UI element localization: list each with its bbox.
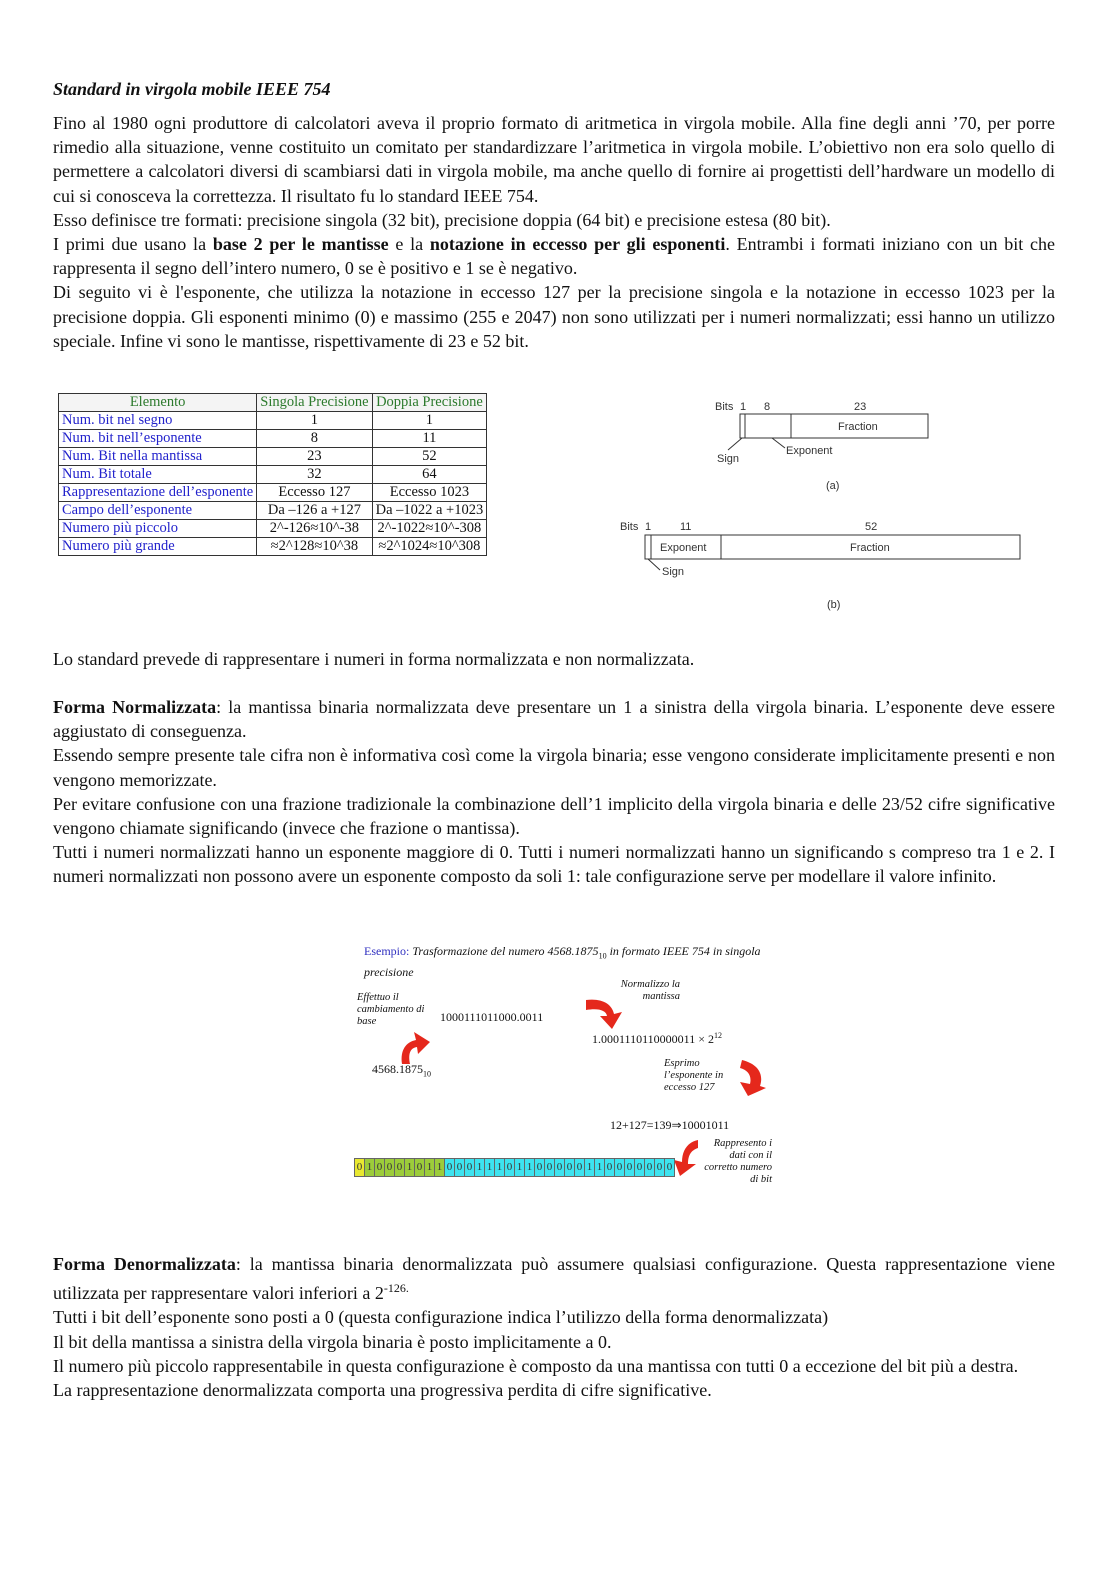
table-row bbox=[59, 430, 487, 448]
bit-cell: 0 bbox=[605, 1158, 615, 1177]
bit-cell: 0 bbox=[565, 1158, 575, 1177]
denormalized-section bbox=[53, 1252, 1055, 1402]
table-cell: ≈2^128≈10^38 bbox=[257, 538, 372, 556]
bits-count: 8 bbox=[764, 401, 771, 413]
paragraph: Esso definisce tre formati: precisione singola (32 bit), precisione doppia (64 bit) e precisione estesa (80 bit). bbox=[53, 209, 831, 230]
text: 4568.1875 bbox=[372, 1062, 423, 1076]
example-figure bbox=[352, 938, 772, 1193]
bit-cell: 0 bbox=[625, 1158, 635, 1177]
bits-count: 1 bbox=[740, 401, 747, 413]
example-title bbox=[364, 943, 764, 980]
bit-cell: 0 bbox=[555, 1158, 565, 1177]
row-label: Campo dell’esponente bbox=[59, 502, 257, 520]
curved-arrow-icon bbox=[584, 996, 624, 1030]
paragraph bbox=[53, 1252, 1055, 1305]
excess-value: 12+127=139⇒10001011 bbox=[610, 1118, 730, 1132]
bit-cell: 0 bbox=[445, 1158, 455, 1177]
row-label: Num. Bit totale bbox=[59, 466, 257, 484]
table-row bbox=[59, 520, 487, 538]
step-label: Rappresento i dati con il corretto numero di bit bbox=[704, 1138, 772, 1185]
bit-cell: 1 bbox=[485, 1158, 495, 1177]
intro-text bbox=[53, 111, 1055, 353]
sign-label: Sign bbox=[662, 566, 685, 578]
paragraph: Tutti i numeri normalizzati hanno un esponente maggiore di 0. Tutti i numeri normalizzati hanno un significando s compreso tra 1 e 2. I numeri normalizzati non possono avere un esponente composto da soli 1: tale configurazione serve per modellare il valore infinito. bbox=[53, 842, 1055, 887]
exponent-field bbox=[745, 414, 791, 438]
table-cell: 8 bbox=[257, 430, 372, 448]
column-header: Elemento bbox=[59, 394, 257, 412]
text: Trasformazione del numero 4568.1875 bbox=[409, 944, 599, 958]
column-header: Singola Precisione bbox=[257, 394, 372, 412]
text: . Entrambi i formati iniziano con un bit che rappresenta il segno dell’intero numero, 0 se è positivo e 1 se è negativo. bbox=[53, 234, 1055, 279]
bit-cell: 1 bbox=[435, 1158, 445, 1177]
text: I primi due usano la bbox=[53, 234, 213, 255]
row-label: Num. bit nell’esponente bbox=[59, 430, 257, 448]
bit-cell: 0 bbox=[535, 1158, 545, 1177]
table-cell: Eccesso 127 bbox=[257, 484, 372, 502]
bit-cell: 1 bbox=[495, 1158, 505, 1177]
bit-cell: 1 bbox=[515, 1158, 525, 1177]
paragraph bbox=[53, 232, 1055, 280]
table-cell: Da –126 a +127 bbox=[257, 502, 372, 520]
sign-label: Sign bbox=[717, 453, 740, 465]
table-cell: Da –1022 a +1023 bbox=[372, 502, 487, 520]
fraction-label: Fraction bbox=[838, 421, 878, 433]
step-label: Esprimo l’esponente in eccesso 127 bbox=[664, 1058, 724, 1093]
precision-table bbox=[58, 393, 487, 556]
caption: (a) bbox=[826, 480, 840, 492]
bits-label: Bits bbox=[715, 401, 734, 413]
text: : la mantissa binaria normalizzata deve presentare un 1 a sinistra della virgola binaria. L’esponente deve essere aggiustato di conseguenza. bbox=[53, 697, 1055, 742]
bits-count: 52 bbox=[865, 521, 878, 533]
format-diagram bbox=[600, 392, 1040, 617]
table-cell: 2^-126≈10^-38 bbox=[257, 520, 372, 538]
row-label: Rappresentazione dell’esponente bbox=[59, 484, 257, 502]
bits-count: 23 bbox=[854, 401, 867, 413]
bit-cell: 0 bbox=[615, 1158, 625, 1177]
table-cell: 1 bbox=[257, 412, 372, 430]
row-label: Num. Bit nella mantissa bbox=[59, 448, 257, 466]
sign-field bbox=[645, 535, 651, 559]
bit-cell: 1 bbox=[475, 1158, 485, 1177]
text: : la mantissa binaria denormalizzata può assumere qualsiasi configurazione. Questa rappresentazione viene utilizzata per rappresentare valori inferiori a 2 bbox=[53, 1254, 1055, 1304]
bit-cell: 0 bbox=[415, 1158, 425, 1177]
text: 10 bbox=[423, 1069, 431, 1079]
bits-count: 1 bbox=[645, 521, 652, 533]
bit-cell: 0 bbox=[645, 1158, 655, 1177]
bit-cell: 1 bbox=[595, 1158, 605, 1177]
column-header: Doppia Precisione bbox=[372, 394, 487, 412]
fraction-label: Fraction bbox=[850, 542, 890, 554]
exponent-label: Exponent bbox=[660, 542, 707, 554]
bit-cell: 1 bbox=[425, 1158, 435, 1177]
table-cell: 64 bbox=[372, 466, 487, 484]
text: Esempio: bbox=[364, 944, 410, 958]
sign-field bbox=[740, 414, 745, 438]
table-row bbox=[59, 502, 487, 520]
curved-arrow-icon bbox=[396, 1030, 432, 1066]
text: e la bbox=[388, 234, 430, 255]
text: -126. bbox=[383, 1281, 409, 1296]
step-label: Effettuo il cambiamento di base bbox=[357, 992, 425, 1027]
bit-cell: 0 bbox=[395, 1158, 405, 1177]
table-row bbox=[59, 466, 487, 484]
bit-cell: 1 bbox=[525, 1158, 535, 1177]
bit-cell: 1 bbox=[585, 1158, 595, 1177]
bits-count: 11 bbox=[680, 521, 692, 533]
bold-text: base 2 per le mantisse bbox=[212, 234, 389, 255]
bit-cell: 0 bbox=[375, 1158, 385, 1177]
normalized-section bbox=[53, 695, 1055, 889]
bold-text: Forma Normalizzata bbox=[53, 697, 217, 717]
caption: (b) bbox=[827, 599, 841, 611]
bit-cell: 0 bbox=[635, 1158, 645, 1177]
table-cell: 52 bbox=[372, 448, 487, 466]
table-cell: 32 bbox=[257, 466, 372, 484]
table-cell: Eccesso 1023 bbox=[372, 484, 487, 502]
text: 12 bbox=[714, 1031, 722, 1040]
bit-cell: 0 bbox=[505, 1158, 515, 1177]
curved-arrow-icon bbox=[736, 1058, 766, 1098]
text: in formato IEEE 754 in singola precisione bbox=[364, 944, 761, 980]
bit-cell: 0 bbox=[575, 1158, 585, 1177]
bit-cell: 0 bbox=[465, 1158, 475, 1177]
decimal-value bbox=[372, 1062, 431, 1078]
text: 10 bbox=[598, 951, 607, 961]
bit-cell: 0 bbox=[385, 1158, 395, 1177]
step-label: Normalizzo la mantissa bbox=[620, 979, 680, 1002]
section-title: Standard in virgola mobile IEEE 754 bbox=[53, 79, 331, 99]
bit-cell: 1 bbox=[405, 1158, 415, 1177]
paragraph: Per evitare confusione con una frazione tradizionale la combinazione dell’1 implicito della virgola binaria e delle 23/52 cifre significative vengono chiamate significando (invece che frazione o mantissa). bbox=[53, 793, 1055, 839]
bit-cell: 0 bbox=[455, 1158, 465, 1177]
table-row bbox=[59, 448, 487, 466]
paragraph: Il numero più piccolo rappresentabile in questa configurazione è composto da una mantissa con tutti 0 a eccezione del bit più a destra. bbox=[53, 1355, 1019, 1376]
exponent-label: Exponent bbox=[786, 445, 833, 457]
paragraph: Tutti i bit dell’esponente sono posti a 0 (questa configurazione indica l’utilizzo della forma denormalizzata) bbox=[53, 1307, 829, 1328]
bold-text: notazione in eccesso per gli esponenti bbox=[429, 234, 726, 255]
row-label: Numero più grande bbox=[59, 538, 257, 556]
bit-cell: 0 bbox=[665, 1158, 675, 1177]
table-row bbox=[59, 538, 487, 556]
table-cell: 23 bbox=[257, 448, 372, 466]
binary-value: 1000111011000.0011 bbox=[440, 1010, 544, 1024]
table-cell: ≈2^1024≈10^308 bbox=[372, 538, 487, 556]
table-cell: 11 bbox=[372, 430, 487, 448]
bits-label: Bits bbox=[620, 521, 639, 533]
bit-cell: 0 bbox=[545, 1158, 555, 1177]
normalized-value bbox=[592, 1031, 722, 1047]
bold-text: Forma Denormalizzata bbox=[53, 1254, 236, 1274]
row-label: Num. bit nel segno bbox=[59, 412, 257, 430]
paragraph: Il bit della mantissa a sinistra della virgola binaria è posto implicitamente a 0. bbox=[53, 1331, 612, 1352]
paragraph: La rappresentazione denormalizzata comporta una progressiva perdita di cifre significative. bbox=[53, 1380, 712, 1401]
text: 1.0001110110000011 × 2 bbox=[592, 1032, 714, 1046]
row-label: Numero più piccolo bbox=[59, 520, 257, 538]
table-row bbox=[59, 484, 487, 502]
table-cell: 1 bbox=[372, 412, 487, 430]
paragraph: Fino al 1980 ogni produttore di calcolatori aveva il proprio formato di aritmetica in virgola mobile. Alla fine degli anni ’70, per porre rimedio alla situazione, venne costituito un comitato per standardizzare l’aritmetica in virgola mobile. L’obiettivo non era solo quello di permettere a calcolatori diversi di scambiarsi dati in virgola mobile, ma anche quello di fornire ai progettisti dell’hardware un modello di cui si conosceva la correttezza. Il risultato fu lo standard IEEE 754. bbox=[53, 113, 1055, 206]
paragraph: Essendo sempre presente tale cifra non è informativa così come la virgola binaria; esse vengono considerate implicitamente presenti e non vengono memorizzate. bbox=[53, 745, 1055, 790]
bit-cell: 1 bbox=[365, 1158, 375, 1177]
bit-sequence bbox=[354, 1158, 675, 1177]
bit-cell: 0 bbox=[655, 1158, 665, 1177]
table-cell: 2^-1022≈10^-308 bbox=[372, 520, 487, 538]
table-row bbox=[59, 412, 487, 430]
paragraph bbox=[53, 695, 1055, 743]
paragraph: Di seguito vi è l'esponente, che utilizza la notazione in eccesso 127 per la precisione singola e la notazione in eccesso 1023 per la precisione doppia. Gli esponenti minimo (0) e massimo (255 e 2047) non sono utilizzati per i numeri normalizzati; essi hanno un utilizzo speciale. Infine vi sono le mantisse, rispettivamente di 23 e 52 bit. bbox=[53, 282, 1055, 351]
paragraph: Lo standard prevede di rappresentare i numeri in forma normalizzata e non normalizzata. bbox=[53, 649, 695, 669]
bit-cell: 0 bbox=[354, 1158, 365, 1177]
